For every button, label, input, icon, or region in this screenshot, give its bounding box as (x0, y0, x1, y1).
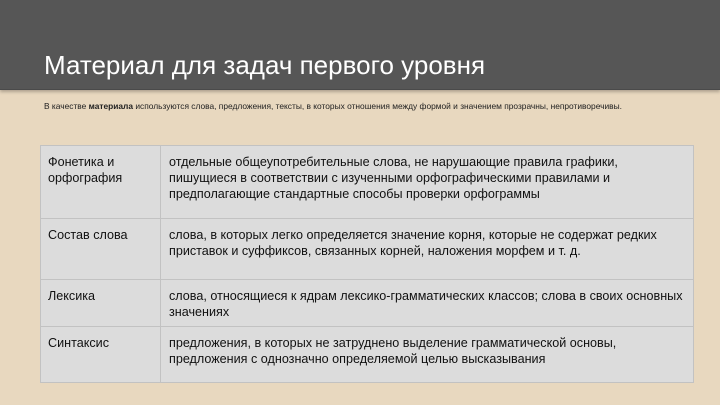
material-table (40, 145, 694, 383)
table-row (41, 280, 694, 327)
description-cell: предложения, в которых не затруднено выделение грамматической основы, предложения с однозначно определяемой целью высказывания (161, 327, 694, 383)
topic-cell: Фонетика и орфография (41, 146, 161, 219)
description-cell: слова, в которых легко определяется значение корня, которые не содержат редких приставок и суффиксов, связанных корней, наложения морфем и т. д. (161, 219, 694, 280)
topic-cell: Состав слова (41, 219, 161, 280)
table-row (41, 219, 694, 280)
topic-cell: Синтаксис (41, 327, 161, 383)
table-row (41, 327, 694, 383)
topic-cell: Лексика (41, 280, 161, 327)
description-cell: слова, относящиеся к ядрам лексико-грамматических классов; слова в своих основных значениях (161, 280, 694, 327)
description-cell: отдельные общеупотребительные слова, не нарушающие правила графики, пишущиеся в соответствии с изученными орфографическими правилами и предполагающие стандартные способы проверки орфограммы (161, 146, 694, 219)
slide-title: Материал для задач первого уровня (44, 50, 486, 80)
intro-text (44, 101, 622, 111)
intro-prefix: В качестве (44, 101, 89, 111)
intro-suffix: используются слова, предложения, тексты, в которых отношения между формой и значением прозрачны, непротиворечивы. (133, 101, 622, 111)
intro-bold: материала (88, 101, 134, 111)
table-row (41, 146, 694, 219)
